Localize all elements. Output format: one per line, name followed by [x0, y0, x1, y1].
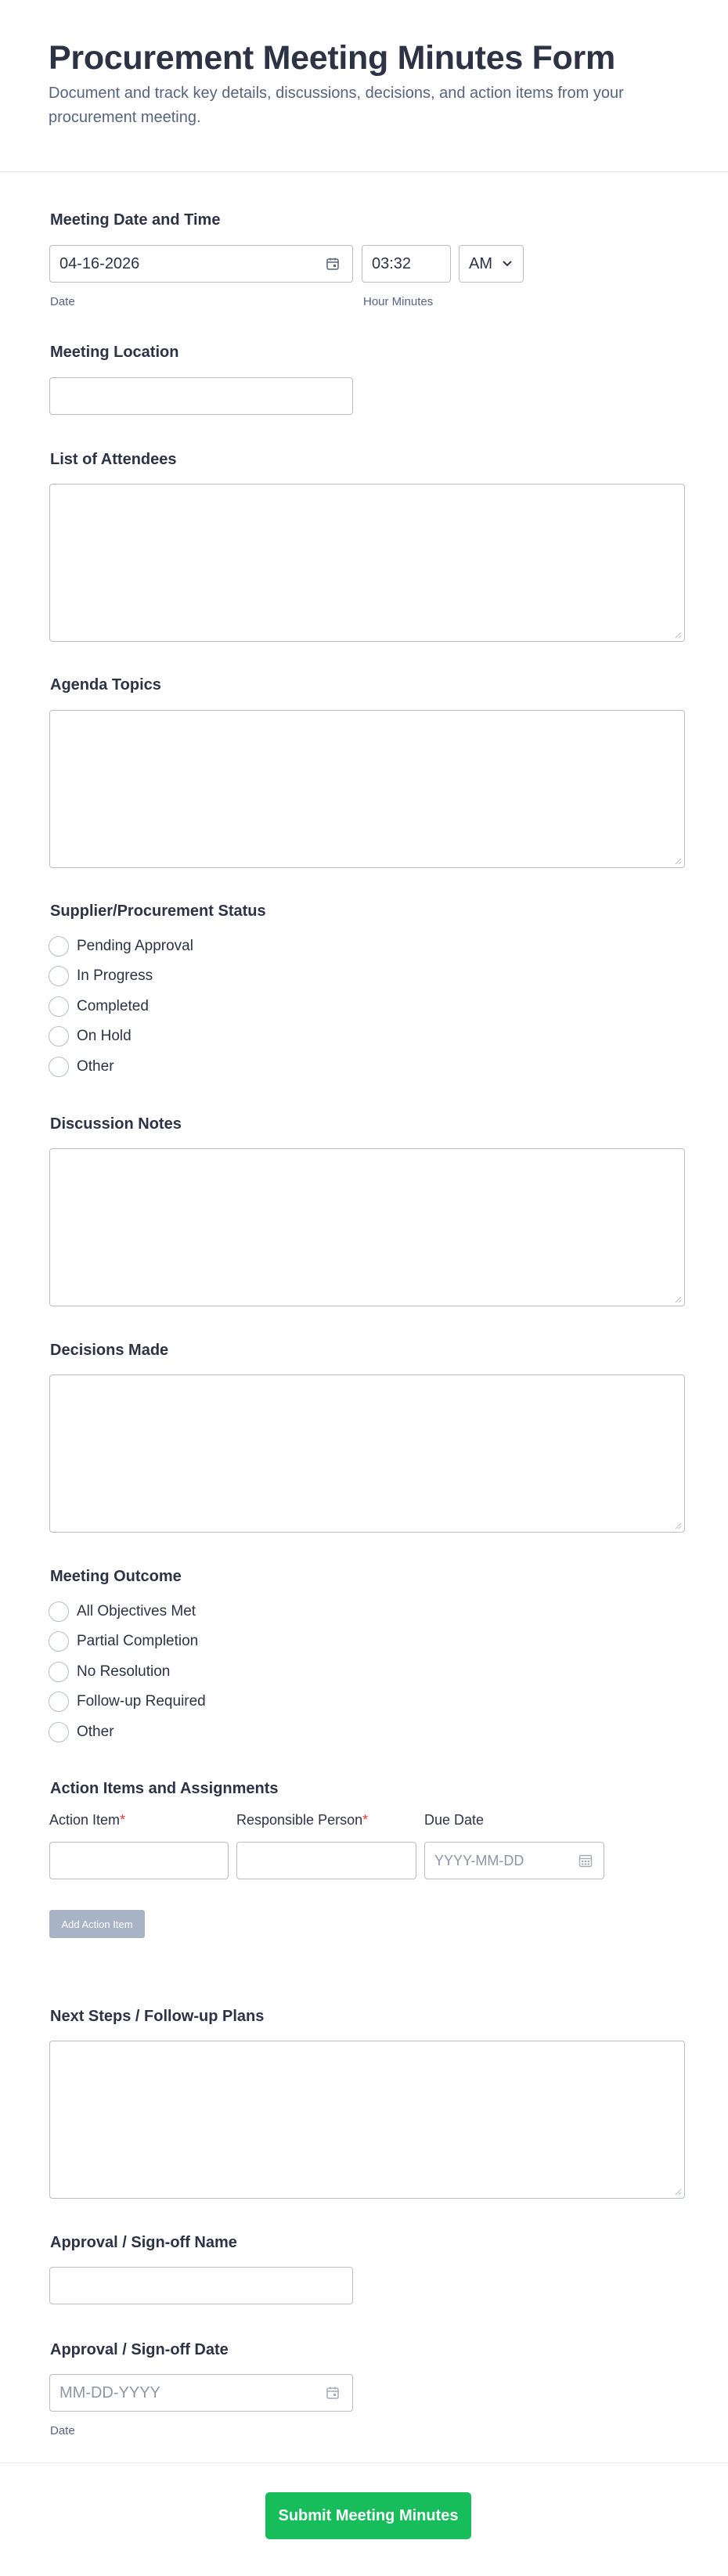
due-date-input[interactable]: YYYY-MM-DD: [424, 1842, 604, 1879]
meeting-date-input[interactable]: [49, 245, 353, 283]
submit-button[interactable]: Submit Meeting Minutes: [265, 2492, 471, 2539]
status-label: Supplier/Procurement Status: [50, 903, 266, 920]
responsible-person-column-header: Responsible Person*: [236, 1812, 369, 1828]
action-item-input[interactable]: [49, 1842, 229, 1879]
signoff-date-sublabel: Date: [50, 2424, 75, 2437]
resize-grip-icon[interactable]: [674, 1295, 682, 1303]
ampm-value: AM: [469, 254, 492, 272]
meeting-time-value: 03:32: [372, 254, 412, 272]
status-option-other[interactable]: Other: [49, 1056, 114, 1078]
required-mark: *: [120, 1812, 126, 1828]
calendar-icon[interactable]: [324, 255, 341, 272]
agenda-textarea[interactable]: [49, 710, 685, 868]
resize-grip-icon[interactable]: [674, 631, 682, 639]
meeting-time-input[interactable]: [362, 245, 451, 283]
discussion-label: Discussion Notes: [50, 1115, 182, 1133]
status-option-completed[interactable]: Completed: [49, 996, 149, 1018]
calendar-icon[interactable]: [577, 1852, 594, 1869]
status-option-pending-approval[interactable]: Pending Approval: [49, 935, 193, 957]
chevron-down-icon: [501, 258, 514, 269]
form-title: Procurement Meeting Minutes Form: [49, 39, 615, 77]
radio-button[interactable]: [49, 1026, 69, 1047]
radio-button[interactable]: [49, 1692, 69, 1712]
next-steps-textarea[interactable]: [49, 2041, 685, 2199]
action-items-label: Action Items and Assignments: [50, 1780, 279, 1797]
calendar-icon[interactable]: [324, 2384, 341, 2401]
radio-button[interactable]: [49, 1722, 69, 1742]
resize-grip-icon[interactable]: [674, 1522, 682, 1529]
outcome-option-other[interactable]: Other: [49, 1721, 114, 1743]
signoff-name-label: Approval / Sign-off Name: [50, 2234, 237, 2251]
meeting-datetime-label: Meeting Date and Time: [50, 211, 221, 229]
responsible-person-input[interactable]: [236, 1842, 416, 1879]
radio-button[interactable]: [49, 966, 69, 986]
outcome-option-follow-up-required[interactable]: Follow-up Required: [49, 1691, 206, 1713]
outcome-option-no-resolution[interactable]: No Resolution: [49, 1661, 170, 1683]
decisions-label: Decisions Made: [50, 1342, 169, 1359]
add-action-item-button[interactable]: Add Action Item: [49, 1910, 145, 1938]
signoff-name-input[interactable]: [49, 2267, 353, 2304]
radio-button[interactable]: [49, 936, 69, 957]
signoff-date-label: Approval / Sign-off Date: [50, 2341, 229, 2358]
signoff-date-input[interactable]: MM-DD-YYYY: [49, 2374, 353, 2412]
meeting-time-sublabel: Hour Minutes: [363, 295, 434, 308]
form-header: [0, 0, 728, 172]
radio-button[interactable]: [49, 1057, 69, 1077]
action-item-column-header: Action Item*: [49, 1812, 126, 1828]
meeting-location-label: Meeting Location: [50, 344, 179, 361]
required-mark: *: [362, 1812, 369, 1828]
outcome-option-partial-completion[interactable]: Partial Completion: [49, 1630, 198, 1652]
agenda-label: Agenda Topics: [50, 676, 161, 694]
next-steps-label: Next Steps / Follow-up Plans: [50, 2008, 265, 2025]
resize-grip-icon[interactable]: [674, 2188, 682, 2196]
outcome-option-all-objectives-met[interactable]: All Objectives Met: [49, 1601, 196, 1623]
meeting-location-input[interactable]: [49, 377, 353, 415]
resize-grip-icon[interactable]: [674, 857, 682, 865]
status-option-in-progress[interactable]: In Progress: [49, 965, 153, 987]
ampm-select[interactable]: [459, 245, 524, 283]
discussion-textarea[interactable]: [49, 1148, 685, 1306]
radio-button[interactable]: [49, 1631, 69, 1652]
decisions-textarea[interactable]: [49, 1374, 685, 1533]
meeting-date-sublabel: Date: [50, 295, 75, 308]
form-subtitle: Document and track key details, discussions, decisions, and action items from your procurement meeting.: [49, 85, 624, 126]
radio-button[interactable]: [49, 1601, 69, 1622]
radio-button[interactable]: [49, 996, 69, 1017]
attendees-textarea[interactable]: [49, 484, 685, 642]
due-date-column-header: Due Date: [424, 1812, 485, 1828]
outcome-label: Meeting Outcome: [50, 1568, 182, 1585]
meeting-date-value: 04-16-2026: [59, 254, 140, 272]
radio-button[interactable]: [49, 1662, 69, 1682]
status-option-on-hold[interactable]: On Hold: [49, 1025, 132, 1047]
attendees-label: List of Attendees: [50, 451, 177, 468]
